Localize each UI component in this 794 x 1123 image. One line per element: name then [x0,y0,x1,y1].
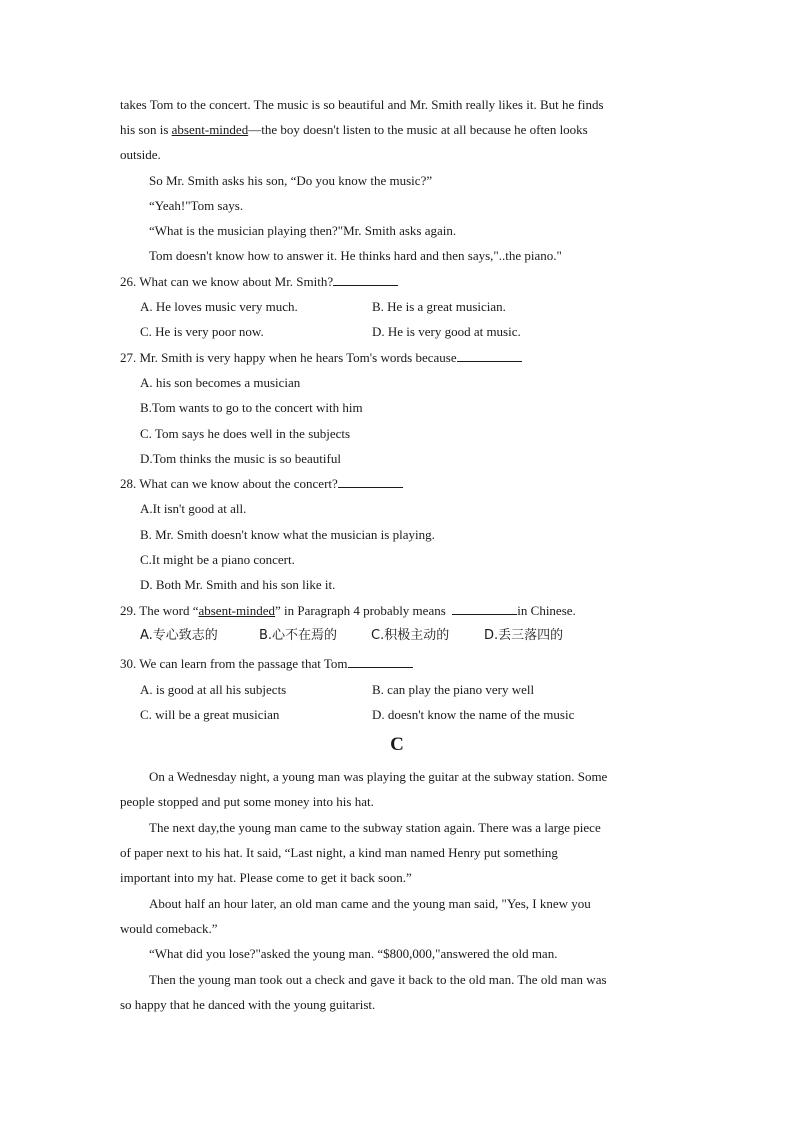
passage-line [120,121,588,139]
option-c: C.It might be a piano concert. [140,552,295,567]
passage-line: The next day,the young man came to the subway station again. There was a large piece [149,820,601,835]
question-stem [120,349,522,367]
section-title: C [390,734,404,755]
passage-line: takes Tom to the concert. The music is so beautiful and Mr. Smith really likes it. But he finds [120,97,604,112]
passage-line: outside. [120,147,161,162]
passage-line: About half an hour later, an old man came and the young man said, "Yes, I knew you [149,896,591,911]
question-text: 27. Mr. Smith is very happy when he hears Tom's words because [120,350,457,365]
question-text: 28. What can we know about the concert? [120,476,338,491]
answer-blank [348,655,413,668]
option-d: D.Tom thinks the music is so beautiful [140,451,341,466]
passage-line: On a Wednesday night, a young man was playing the guitar at the subway station. Some [149,769,608,784]
option-b: B. He is a great musician. [372,299,506,314]
passage-line: So Mr. Smith asks his son, “Do you know the music?” [149,173,433,188]
option-c: C. will be a great musician [140,707,280,722]
passage-line: so happy that he danced with the young guitarist. [120,997,376,1012]
option-b: B. Mr. Smith doesn't know what the musician is playing. [140,527,435,542]
option-c: C. Tom says he does well in the subjects [140,426,351,441]
option-b: B. can play the piano very well [372,682,535,697]
passage-line: would comeback.” [120,921,218,936]
passage-text: his son is [120,122,172,137]
answer-blank [457,349,522,362]
answer-blank [338,475,403,488]
answer-blank [333,273,398,286]
option-b: B.Tom wants to go to the concert with him [140,400,363,415]
underlined-word: absent-minded [198,603,276,618]
passage-line: “Yeah!"Tom says. [149,198,244,213]
option-a: A.专心致志的 [140,628,218,643]
question-stem [120,655,413,673]
option-d: D. He is very good at music. [372,324,521,339]
passage-line: Then the young man took out a check and gave it back to the old man. The old man was [149,972,607,987]
answer-blank [452,602,517,615]
option-a: A.It isn't good at all. [140,501,247,516]
option-c: C.积极主动的 [371,628,450,643]
question-text: ” in Paragraph 4 probably means [275,603,446,618]
passage-line: of paper next to his hat. It said, “Last night, a kind man named Henry put something [120,845,558,860]
passage-line: “What did you lose?"asked the young man. “$800,000,"answered the old man. [149,946,558,961]
option-d: D.丢三落四的 [484,628,564,643]
option-d: D. Both Mr. Smith and his son like it. [140,577,336,592]
question-text: 26. What can we know about Mr. Smith? [120,274,334,289]
option-d: D. doesn't know the name of the music [372,707,575,722]
option-a: A. his son becomes a musician [140,375,301,390]
question-text: in Chinese. [517,603,576,618]
question-stem [120,602,576,620]
passage-line: important into my hat. Please come to get it back soon.” [120,870,412,885]
passage-line: “What is the musician playing then?"Mr. Smith asks again. [149,223,457,238]
question-text: 29. The word “ [120,603,199,618]
passage-text: —the boy doesn't listen to the music at all because he often looks [248,122,588,137]
question-stem [120,475,403,493]
passage-line: Tom doesn't know how to answer it. He thinks hard and then says,"..the piano." [149,248,562,263]
question-stem [120,273,398,291]
option-c: C. He is very poor now. [140,324,264,339]
option-b: B.心不在焉的 [259,628,338,643]
option-a: A. He loves music very much. [140,299,298,314]
underlined-word: absent-minded [171,122,249,137]
question-text: 30. We can learn from the passage that Tom [120,656,348,671]
passage-line: people stopped and put some money into his hat. [120,794,374,809]
option-a: A. is good at all his subjects [140,682,287,697]
